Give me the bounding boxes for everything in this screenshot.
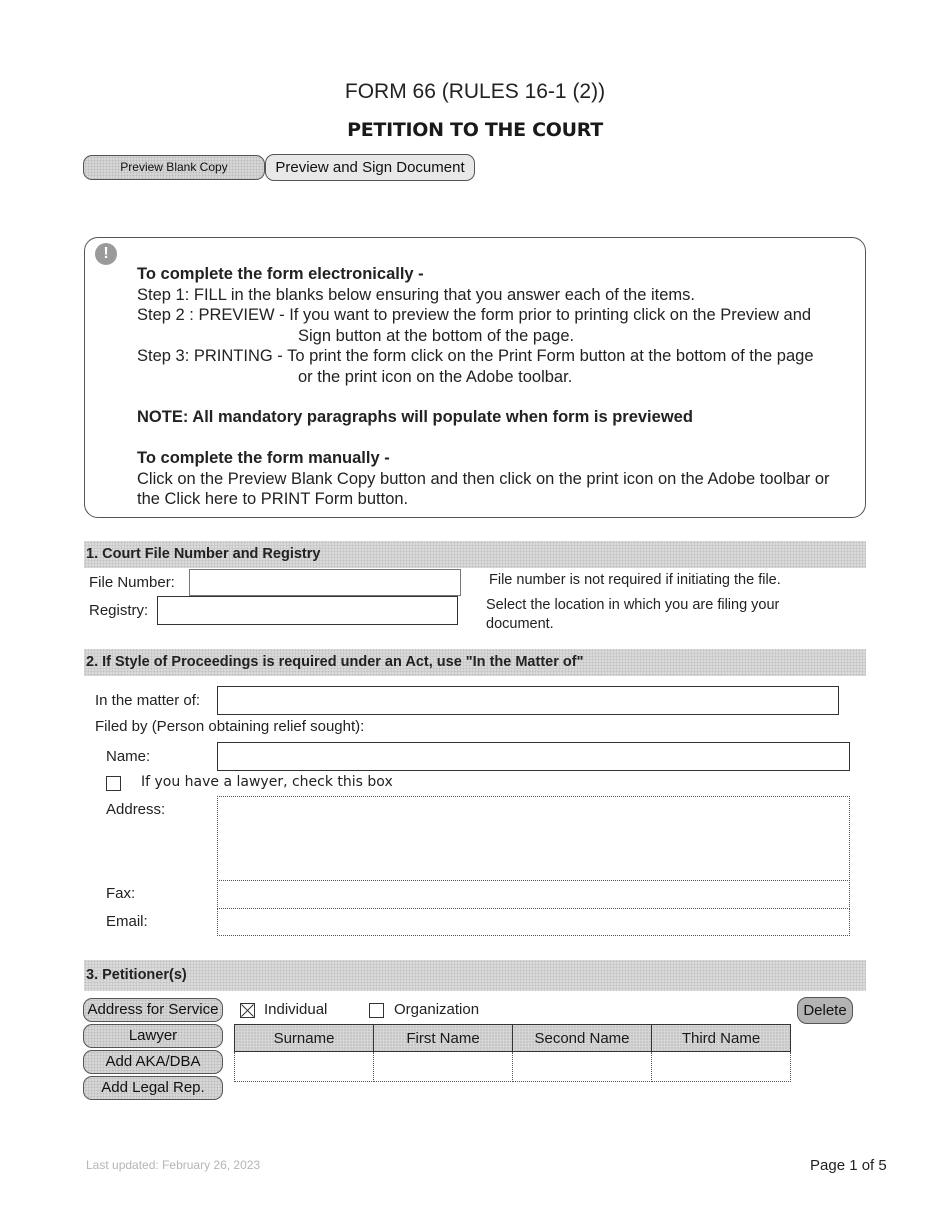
page-title: PETITION TO THE COURT bbox=[347, 119, 603, 141]
filed-by-label: Filed by (Person obtaining relief sought): bbox=[95, 718, 365, 735]
registry-hint-cont: document. bbox=[486, 616, 554, 632]
registry-select[interactable] bbox=[157, 596, 458, 625]
email-label: Email: bbox=[106, 913, 148, 930]
column-surname: Surname bbox=[235, 1025, 374, 1052]
name-input[interactable] bbox=[217, 742, 850, 771]
fax-label: Fax: bbox=[106, 885, 136, 902]
note: NOTE: All mandatory paragraphs will populate when form is previewed bbox=[137, 408, 693, 426]
step-1: Step 1: FILL in the blanks below ensuring that you answer each of the items. bbox=[137, 286, 695, 304]
electronic-heading: To complete the form electronically - bbox=[137, 265, 424, 283]
preview-and-sign-button[interactable]: Preview and Sign Document bbox=[265, 154, 475, 181]
email-input[interactable] bbox=[217, 908, 850, 936]
lawyer-checkbox[interactable] bbox=[106, 776, 121, 791]
column-second-name: Second Name bbox=[513, 1025, 652, 1052]
preview-blank-copy-button[interactable]: Preview Blank Copy bbox=[83, 155, 265, 180]
exclamation-icon: ! bbox=[95, 243, 117, 265]
table-row bbox=[235, 1052, 791, 1082]
form-number: FORM 66 (RULES 16-1 (2)) bbox=[344, 80, 606, 103]
add-aka-dba-button[interactable]: Add AKA/DBA bbox=[83, 1050, 223, 1074]
manual-instructions-cont: the Click here to PRINT Form button. bbox=[137, 490, 409, 508]
matter-label: In the matter of: bbox=[95, 692, 201, 709]
column-first-name: First Name bbox=[374, 1025, 513, 1052]
fax-input[interactable] bbox=[217, 880, 850, 909]
column-third-name: Third Name bbox=[652, 1025, 791, 1052]
page-number: Page 1 of 5 bbox=[810, 1157, 887, 1174]
organization-label: Organization bbox=[394, 1001, 480, 1018]
address-input[interactable] bbox=[217, 796, 850, 881]
file-number-label: File Number: bbox=[89, 574, 175, 591]
matter-input[interactable] bbox=[217, 686, 839, 715]
registry-hint: Select the location in which you are filing your bbox=[486, 597, 780, 613]
address-for-service-button[interactable]: Address for Service bbox=[83, 998, 223, 1022]
lawyer-checkbox-label: If you have a lawyer, check this box bbox=[141, 774, 393, 790]
last-updated: Last updated: February 26, 2023 bbox=[86, 1158, 261, 1172]
petitioner-name-table bbox=[234, 1024, 791, 1082]
manual-heading: To complete the form manually - bbox=[137, 449, 390, 467]
first-name-input[interactable] bbox=[374, 1052, 513, 1082]
step-2-cont: Sign button at the bottom of the page. bbox=[298, 327, 575, 345]
surname-input[interactable] bbox=[235, 1052, 374, 1082]
third-name-input[interactable] bbox=[652, 1052, 791, 1082]
second-name-input[interactable] bbox=[513, 1052, 652, 1082]
add-legal-rep-button[interactable]: Add Legal Rep. bbox=[83, 1076, 223, 1100]
section-1-heading: 1. Court File Number and Registry bbox=[84, 541, 866, 568]
name-label: Name: bbox=[106, 748, 151, 765]
organization-checkbox[interactable] bbox=[369, 1003, 384, 1018]
file-number-hint: File number is not required if initiating the file. bbox=[489, 572, 781, 588]
file-number-input[interactable] bbox=[189, 569, 461, 596]
address-label: Address: bbox=[106, 801, 166, 818]
step-3-cont: or the print icon on the Adobe toolbar. bbox=[298, 368, 573, 386]
manual-instructions: Click on the Preview Blank Copy button and then click on the print icon on the Adobe toolbar or bbox=[137, 470, 830, 488]
step-3: Step 3: PRINTING - To print the form click on the Print Form button at the bottom of the page bbox=[137, 347, 814, 365]
delete-button[interactable]: Delete bbox=[797, 997, 853, 1024]
section-3-heading: 3. Petitioner(s) bbox=[84, 960, 866, 991]
registry-label: Registry: bbox=[89, 602, 149, 619]
section-2-heading: 2. If Style of Proceedings is required under an Act, use "In the Matter of" bbox=[84, 649, 866, 676]
individual-label: Individual bbox=[264, 1001, 328, 1018]
step-2: Step 2 : PREVIEW - If you want to preview the form prior to printing click on the Preview and bbox=[137, 306, 812, 324]
lawyer-button[interactable]: Lawyer bbox=[83, 1024, 223, 1048]
individual-checkbox[interactable] bbox=[240, 1003, 255, 1018]
